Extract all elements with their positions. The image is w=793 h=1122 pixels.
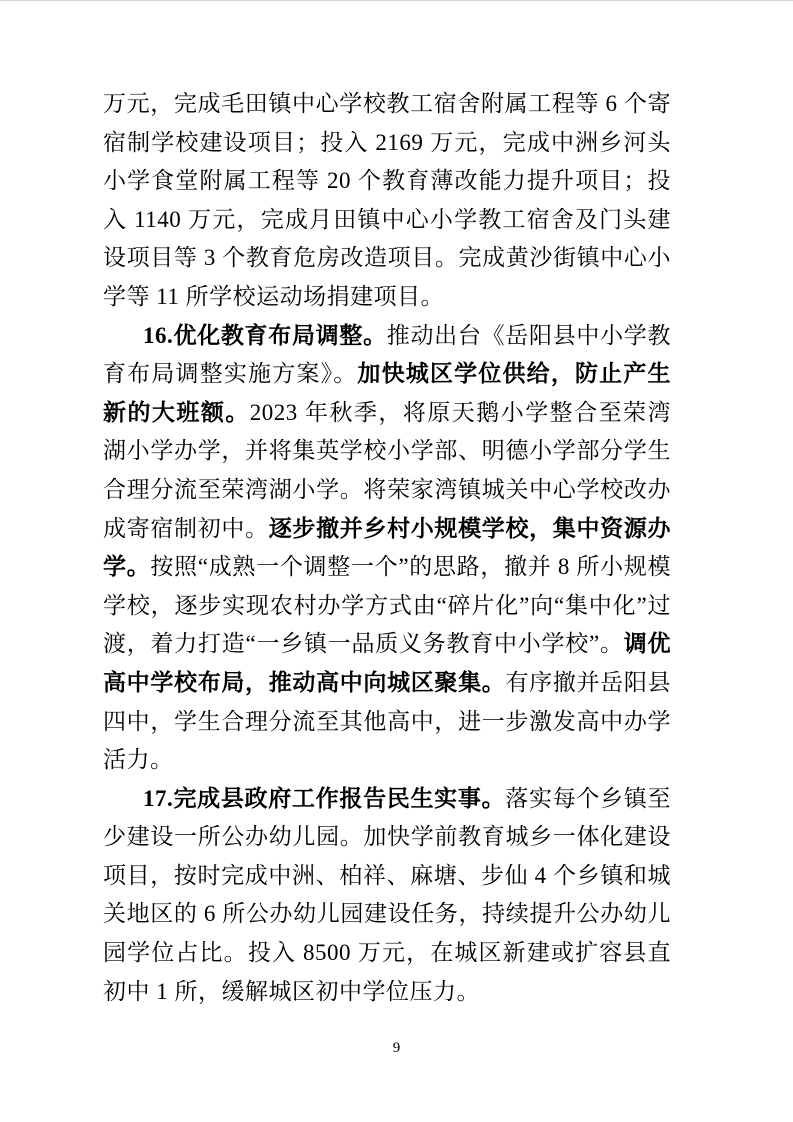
item-16-heading: 16.优化教育布局调整。 [143,322,387,348]
paragraph-item-17 [103,780,671,1012]
page-footer [0,1037,793,1059]
item-17-text: 落实每个乡镇至少建设一所公办幼儿园。加快学前教育城乡一体化建设项目，按时完成中洲、柏祥、麻塘、步仙 4 个乡镇和城关地区的 6 所公办幼儿园建设任务，持续提升公办幼儿园学位占比。投入 8500 万元，在城区新建或扩容县直初中 1 所，缓解城区初中学位压力。 [103,785,672,1004]
item-16-bold-subhead-2: 逐步撤并乡村小规模学校，集中资源办学。 [103,515,672,580]
item-16-bold-subhead-1: 加快城区学位供给，防止产生新的大班额。 [103,361,672,425]
paragraph-continuation [103,85,671,317]
item-16-text-2: 2023 年秋季，将原天鹅小学整合至荣湾湖小学办学，并将集英学校小学部、明德小学部分学生合理分流至荣湾湖小学。将荣家湾镇城关中心学校改办成寄宿制初中。 [103,399,672,541]
item-16-bold-subhead-3: 调优高中学校布局，推动高中向城区聚集。 [103,631,672,695]
paragraph-text: 万元，完成毛田镇中心学校教工宿舍附属工程等 6 个寄宿制学校建设项目；投入 2169 万元，完成中洲乡河头小学食堂附属工程等 20 个教育薄改能力提升项目；投入 1140 万元，完成月田镇中心小学教工宿舍及门头建设项目等 3 个教育危房改造项目。完成黄沙街镇中心小学等 11 所学校运动场捐建项目。 [103,91,671,309]
page-number: 9 [392,1040,401,1056]
paragraph-item-16 [103,317,671,780]
item-16-text: 推动出台《岳阳县中小学教育布局调整实施方案》。 [103,322,672,387]
item-16-text-3: 按照“成熟一个调整一个”的思路，撤并 8 所小规模学校，逐步实现农村办学方式由“碎片化”向“集中化”过渡，着力打造“一乡镇一品质义务教育中小学校”。 [103,554,671,657]
item-17-heading: 17.完成县政府工作报告民生实事。 [143,785,506,811]
item-16-text-4: 有序撤并岳阳县四中，学生合理分流至其他高中，进一步激发高中办学活力。 [103,669,672,773]
document-text [103,85,671,1011]
